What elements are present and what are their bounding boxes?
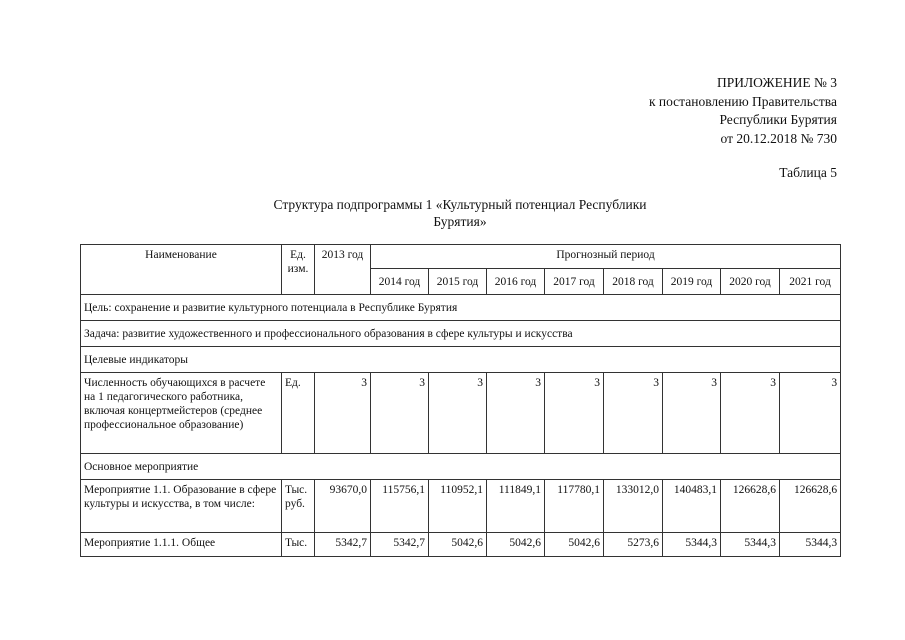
- value-cell: 117780,1: [545, 480, 604, 533]
- goal-row: [81, 295, 841, 321]
- value-cell: 5042,6: [429, 533, 487, 557]
- header-year: 2017 год: [545, 269, 604, 295]
- table-row: [81, 533, 841, 557]
- appendix-number: ПРИЛОЖЕНИЕ № 3: [716, 75, 837, 90]
- task-text: Задача: развитие художественного и профессионального образования в сфере культуры и искусства: [81, 321, 841, 347]
- value-cell: 5042,6: [545, 533, 604, 557]
- value-cell: 133012,0: [604, 480, 663, 533]
- value-cell: 3: [604, 373, 663, 454]
- value-cell: 110952,1: [429, 480, 487, 533]
- header-row-1: [81, 245, 841, 269]
- activity-1-1-1-unit: Тыс.: [282, 533, 315, 557]
- title-line-1: Структура подпрограммы 1 «Культурный потенциал Республики: [273, 197, 647, 212]
- header-year: 2018 год: [604, 269, 663, 295]
- appendix-republic: Республики Бурятия: [719, 112, 837, 127]
- main-activity-heading-row: [81, 454, 841, 480]
- value-cell: 3: [780, 373, 841, 454]
- value-cell: 126628,6: [780, 480, 841, 533]
- value-cell: 3: [721, 373, 780, 454]
- header-year: 2021 год: [780, 269, 841, 295]
- value-cell: 3: [429, 373, 487, 454]
- unit-line2: руб.: [285, 498, 305, 510]
- task-row: [81, 321, 841, 347]
- value-cell: 115756,1: [371, 480, 429, 533]
- header-year: 2016 год: [487, 269, 545, 295]
- indicators-heading: Целевые индикаторы: [81, 347, 841, 373]
- value-cell: 5273,6: [604, 533, 663, 557]
- header-base-year: 2013 год: [315, 245, 371, 295]
- goal-text: Цель: сохранение и развитие культурного потенциала в Республике Бурятия: [81, 295, 841, 321]
- activity-1-1-name: Мероприятие 1.1. Образование в сфере культуры и искусства, в том числе:: [81, 480, 282, 533]
- activity-1-1-unit: [282, 480, 315, 533]
- value-cell: 111849,1: [487, 480, 545, 533]
- header-name: Наименование: [81, 245, 282, 295]
- value-cell: 3: [371, 373, 429, 454]
- table-row: [81, 480, 841, 533]
- value-cell: 140483,1: [663, 480, 721, 533]
- value-cell: 3: [487, 373, 545, 454]
- header-unit-line2: изм.: [287, 263, 309, 275]
- main-activity-heading: Основное мероприятие: [81, 454, 841, 480]
- value-cell: 5344,3: [721, 533, 780, 557]
- subprogram-table: [80, 244, 841, 557]
- value-cell: 5042,6: [487, 533, 545, 557]
- value-cell: 93670,0: [315, 480, 371, 533]
- header-year: 2019 год: [663, 269, 721, 295]
- header-forecast: Прогнозный период: [371, 245, 841, 269]
- value-cell: 5342,7: [371, 533, 429, 557]
- title-line-2: Бурятия»: [433, 214, 487, 229]
- header-year: 2015 год: [429, 269, 487, 295]
- value-cell: 5344,3: [780, 533, 841, 557]
- value-cell: 5342,7: [315, 533, 371, 557]
- appendix-date: от 20.12.2018 № 730: [720, 130, 837, 146]
- value-cell: 126628,6: [721, 480, 780, 533]
- value-cell: 3: [315, 373, 371, 454]
- value-cell: 5344,3: [663, 533, 721, 557]
- appendix-header: [649, 74, 837, 148]
- value-cell: 3: [663, 373, 721, 454]
- activity-1-1-1-name: Мероприятие 1.1.1. Общее: [81, 533, 282, 557]
- document-title: [240, 196, 680, 230]
- table-number: Таблица 5: [779, 165, 837, 180]
- table-row: [81, 373, 841, 454]
- header-unit: [282, 245, 315, 295]
- header-year: 2014 год: [371, 269, 429, 295]
- appendix-resolution: к постановлению Правительства: [648, 93, 837, 109]
- indicator-name: Численность обучающихся в расчете на 1 педагогического работника, включая концертмейстеров (среднее профессиональное образование): [81, 373, 282, 454]
- header-year: 2020 год: [721, 269, 780, 295]
- indicators-heading-row: [81, 347, 841, 373]
- indicator-unit: Ед.: [282, 373, 315, 454]
- value-cell: 3: [545, 373, 604, 454]
- unit-line1: Тыс.: [285, 484, 308, 496]
- header-unit-line1: Ед.: [290, 249, 306, 261]
